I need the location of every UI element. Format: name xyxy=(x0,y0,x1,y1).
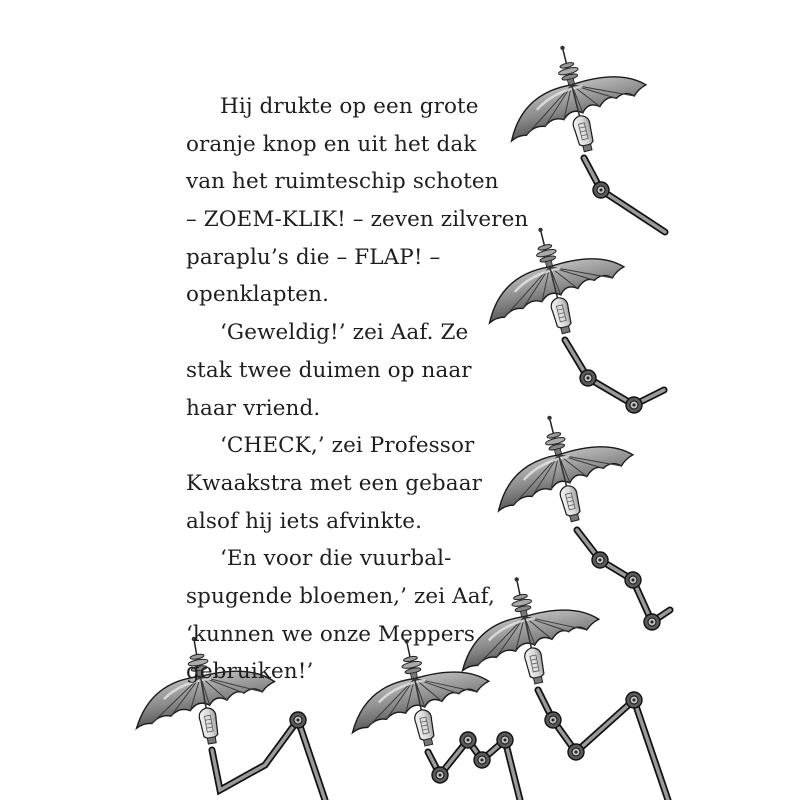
story-line: Kwaakstra met een gebaar xyxy=(186,470,483,496)
story-line: ‘En voor die vuurbal- xyxy=(220,546,452,572)
story-line: spugende bloemen,’ zei Aaf, xyxy=(186,583,495,609)
story-line: gebruiken!’ xyxy=(186,659,314,685)
story-line: ‘kunnen we onze Meppers xyxy=(186,621,476,647)
story-line: – ZOEM-KLIK! – zeven zilveren xyxy=(186,207,529,233)
story-line: Hij drukte op een grote xyxy=(220,94,479,119)
story-line: haar vriend. xyxy=(186,395,321,421)
story-line: openklapten. xyxy=(186,282,330,308)
story-line: ‘Geweldig!’ zei Aaf. Ze xyxy=(220,320,469,346)
story-line: alsof hij iets afvinkte. xyxy=(186,508,423,534)
story-line: stak twee duimen op naar xyxy=(186,357,472,383)
story-line: paraplu’s die – FLAP! – xyxy=(186,244,441,270)
story-line: ‘CHECK,’ zei Professor xyxy=(220,433,475,459)
story-line: oranje knop en uit het dak xyxy=(186,131,477,157)
story-text xyxy=(186,88,566,691)
story-line: van het ruimteschip schoten xyxy=(186,169,499,195)
